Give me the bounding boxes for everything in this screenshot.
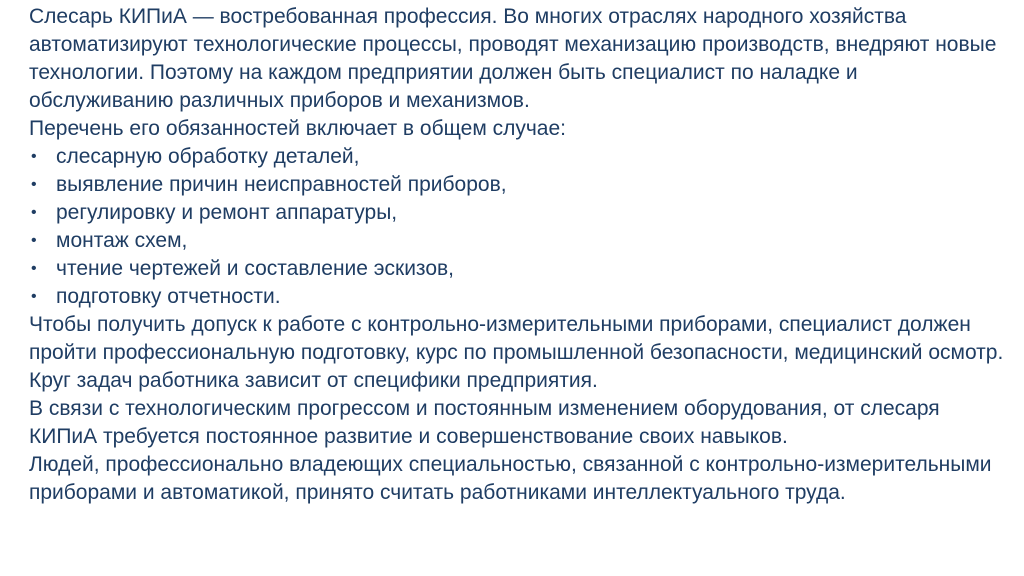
bullet-icon: • [31,148,37,165]
list-item [29,283,1004,311]
development-paragraph: В связи с технологическим прогрессом и постоянным изменением оборудования, от слесаря КИПиА требуется постоянное развитие и совершенствование своих навыков. [29,397,940,448]
bullet-icon: • [31,176,37,193]
bullet-icon: • [31,232,37,249]
duties-list [29,143,1004,311]
duty-text: подготовку отчетности. [56,285,281,308]
list-item [29,171,1004,199]
bullet-icon: • [31,204,37,221]
bullet-icon: • [31,260,37,277]
intro-paragraph: Слесарь КИПиА — востребованная профессия. Во многих отраслях народного хозяйства автоматизируют технологические процессы, проводят механизацию производств, внедряют новые технологии. Поэтому на каждом предприятии должен быть специалист по наладке и обслуживанию различных приборов и механизмов. [29,5,997,112]
duty-text: монтаж схем, [56,229,188,252]
duty-text: регулировку и ремонт аппаратуры, [56,201,398,224]
duty-text: слесарную обработку деталей, [56,145,360,168]
list-item [29,227,1004,255]
list-item [29,255,1004,283]
bullet-icon: • [31,288,37,305]
duty-text: чтение чертежей и составление эскизов, [56,257,454,280]
list-item [29,199,1004,227]
conclusion-paragraph: Людей, профессионально владеющих специальностью, связанной с контрольно-измерительными приборами и автоматикой, принято считать работниками интеллектуального труда. [29,453,992,504]
list-item [29,143,1004,171]
admission-paragraph: Чтобы получить допуск к работе с контрольно-измерительными приборами, специалист должен пройти профессиональную подготовку, курс по промышленной безопасности, медицинский осмотр. Круг задач работника зависит от специфики предприятия. [29,313,1004,392]
duty-text: выявление причин неисправностей приборов, [56,173,507,196]
duties-lead: Перечень его обязанностей включает в общем случае: [29,117,566,140]
